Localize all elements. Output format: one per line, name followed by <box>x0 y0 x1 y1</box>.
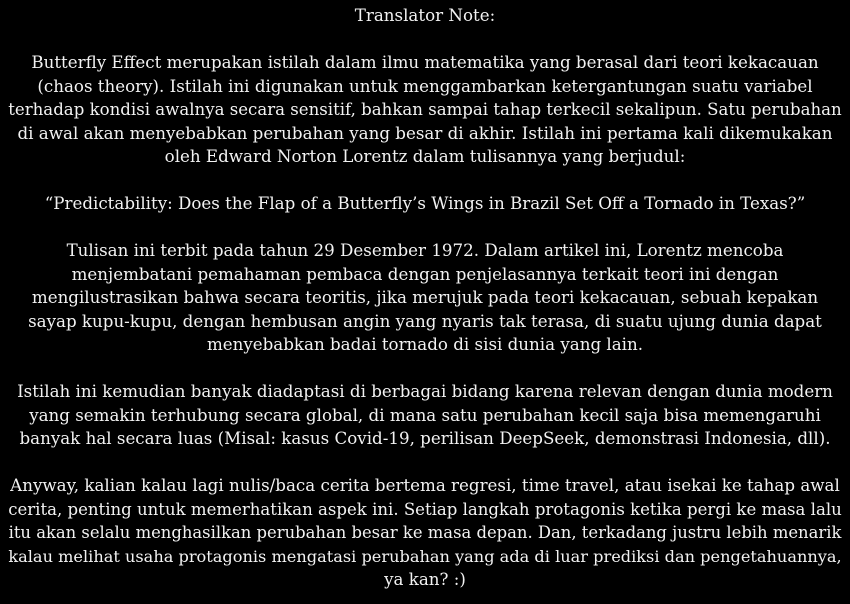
paragraph-spacer <box>0 216 850 240</box>
text-line: ya kan? :) <box>384 570 466 589</box>
paragraph-butterfly-effect-definition <box>0 51 850 169</box>
text-line: Istilah ini kemudian banyak diadaptasi di berbagai bidang karena relevan dengan dunia modern <box>17 382 833 401</box>
paragraph-spacer <box>0 28 850 52</box>
text-line: terhadap kondisi awalnya secara sensitif, bahkan sampai tahap terkecil sekalipun. Satu perubahan <box>8 100 842 119</box>
paragraph-spacer <box>0 169 850 193</box>
article-title-quote: “Predictability: Does the Flap of a Butterfly’s Wings in Brazil Set Off a Tornado in Texas?” <box>44 194 806 213</box>
paragraph-spacer <box>0 357 850 381</box>
text-line: di awal akan menyebabkan perubahan yang besar di akhir. Istilah ini pertama kali dikemukakan <box>17 123 833 143</box>
text-line: oleh Edward Norton Lorentz dalam tulisannya yang berjudul: <box>164 147 686 166</box>
translator-note <box>0 4 850 592</box>
text-line: Butterfly Effect merupakan istilah dalam ilmu matematika yang berasal dari teori kekacauan <box>31 53 819 72</box>
text-line: (chaos theory). Istilah ini digunakan untuk menggambarkan ketergantungan suatu variabel <box>37 76 813 96</box>
text-line: yang semakin terhubung secara global, di mana satu perubahan kecil saja bisa memengaruhi <box>29 405 821 425</box>
paragraph-spacer <box>0 451 850 475</box>
text-line: mengilustrasikan bahwa secara teoritis, jika merujuk pada teori kekacauan, sebuah kepakan <box>31 288 819 307</box>
text-line: sayap kupu-kupu, dengan hembusan angin yang nyaris tak terasa, di suatu ujung dunia dapat <box>28 311 822 331</box>
text-line: menyebabkan badai tornado di sisi dunia yang lain. <box>206 335 644 354</box>
text-line: Anyway, kalian kalau lagi nulis/baca cerita bertema regresi, time travel, atau isekai ke tahap awal <box>10 476 840 495</box>
paragraph-article-title <box>0 192 850 216</box>
text-line: cerita, penting untuk memerhatikan aspek ini. Setiap langkah protagonis ketika pergi ke masa lalu <box>8 499 842 519</box>
text-line: Tulisan ini terbit pada tahun 29 Desember 1972. Dalam artikel ini, Lorentz mencoba <box>66 241 784 260</box>
text-line: banyak hal secara luas (Misal: kasus Covid-19, perilisan DeepSeek, demonstrasi Indonesia, dll). <box>19 429 831 448</box>
text-line: menjembatani pemahaman pembaca dengan penjelasannya terkait teori ini dengan <box>71 264 779 284</box>
paragraph-adaptation <box>0 380 850 451</box>
text-line: kalau melihat usaha protagonis mengatasi perubahan yang ada di luar prediksi dan pengetahuannya, <box>8 546 842 566</box>
note-title: Translator Note: <box>354 6 496 25</box>
text-line: itu akan selalu menghasilkan perubahan besar ke masa depan. Dan, terkadang justru lebih menarik <box>8 523 842 542</box>
paragraph-closing <box>0 474 850 592</box>
paragraph-publication <box>0 239 850 357</box>
